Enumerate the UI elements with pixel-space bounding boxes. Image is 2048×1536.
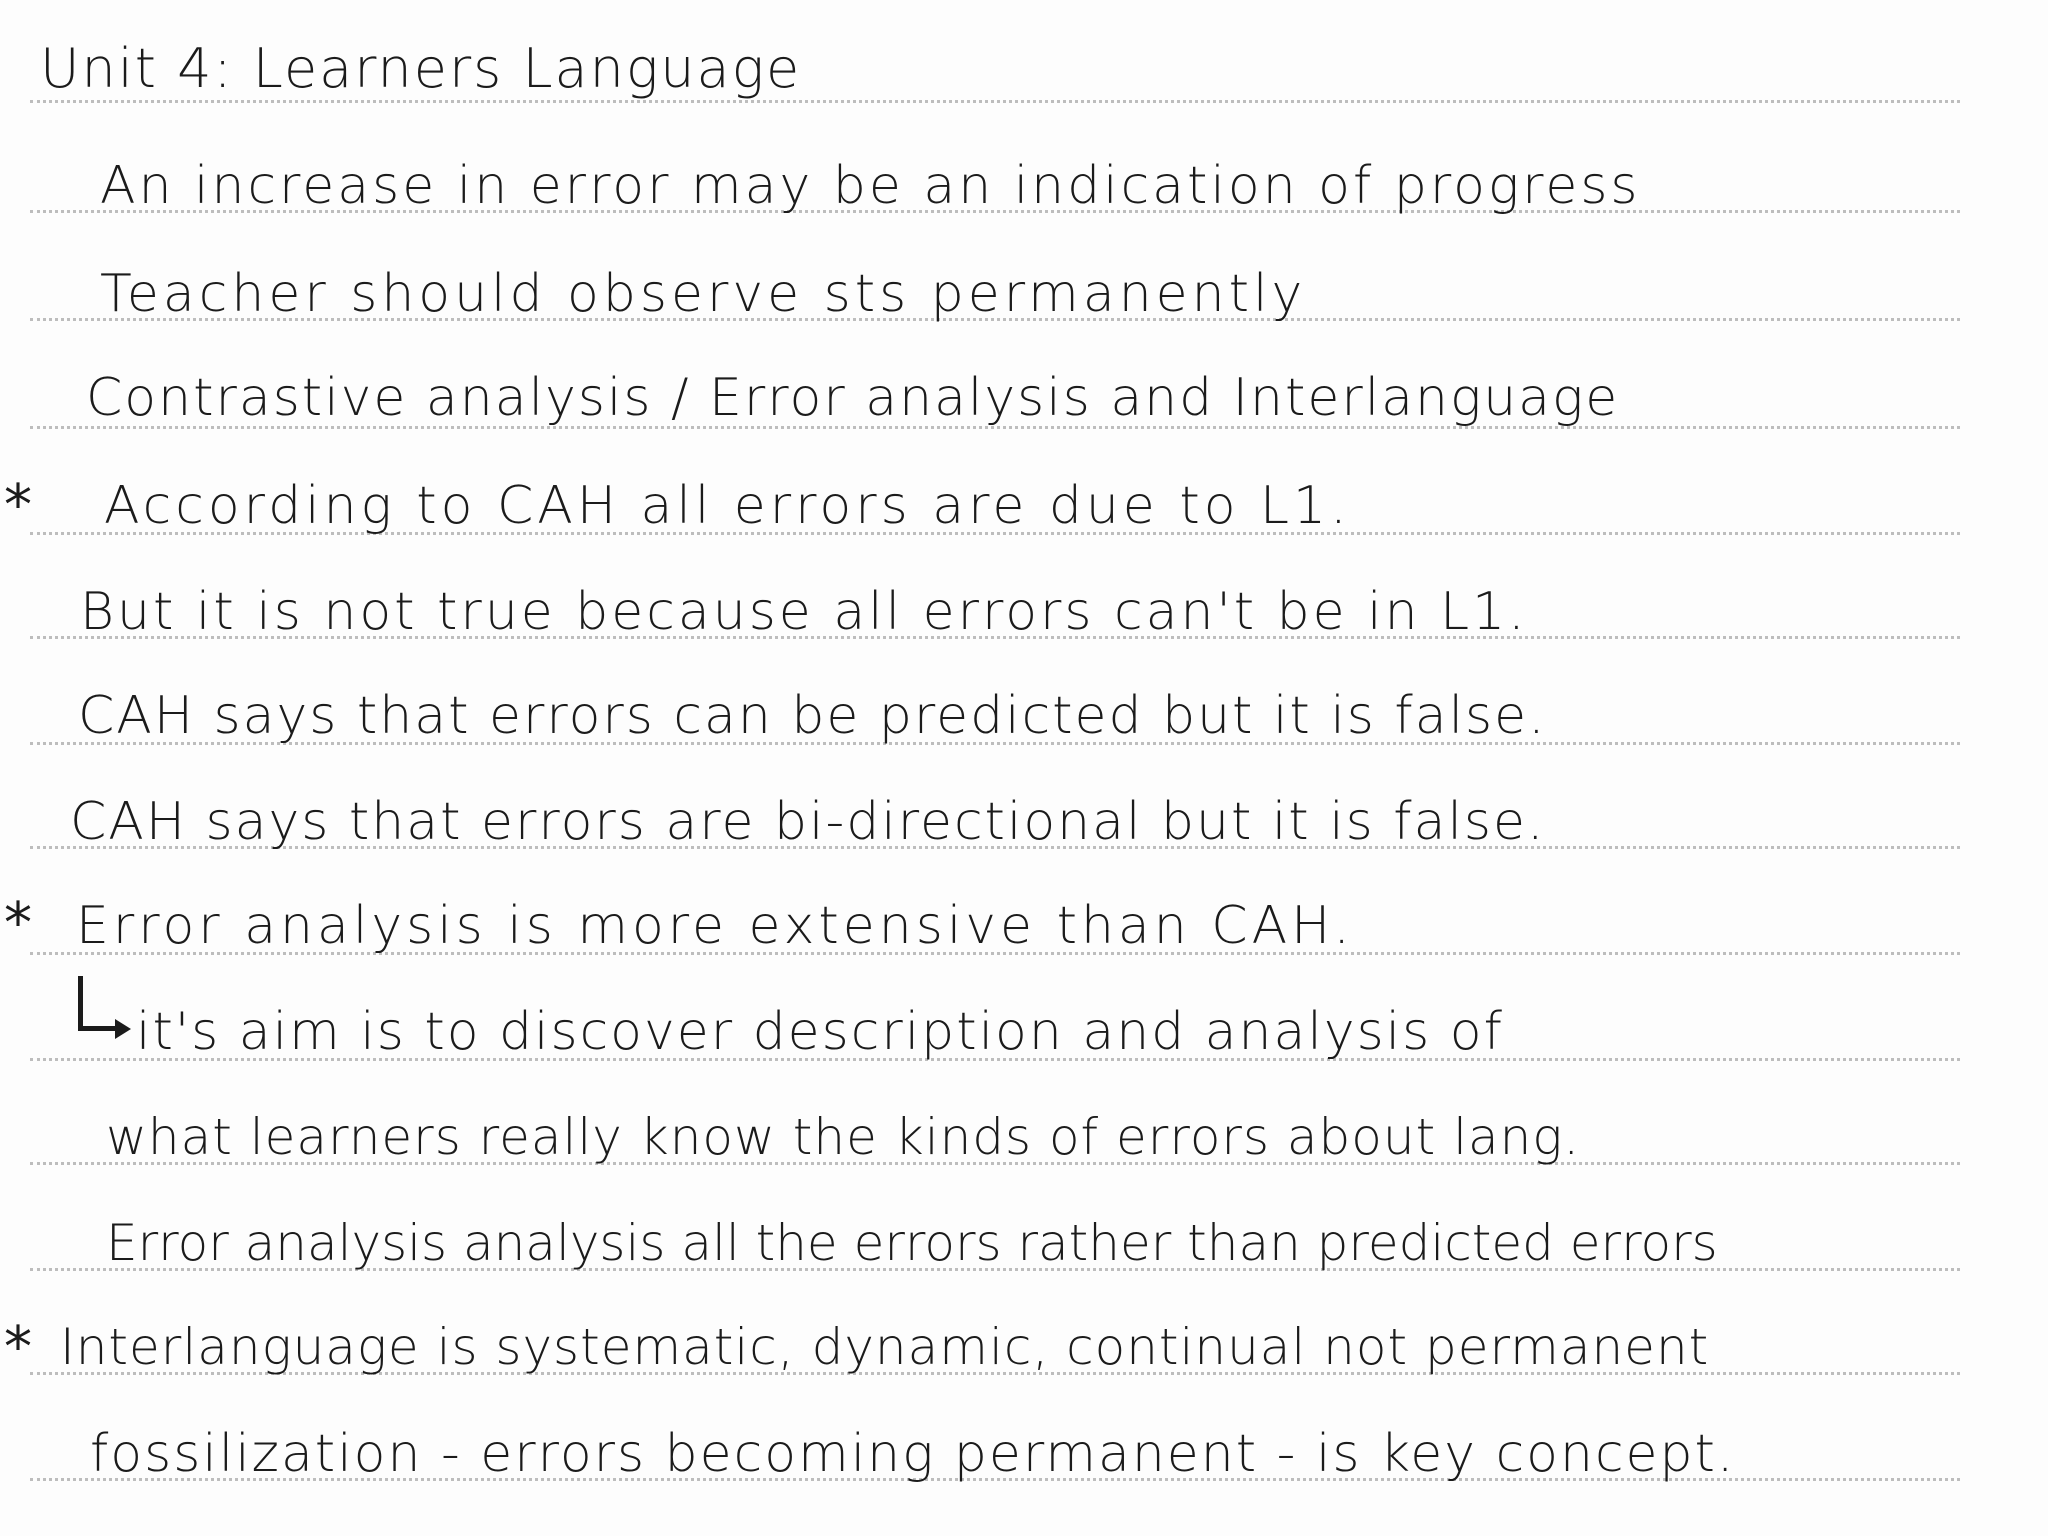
bullet-star-icon: * <box>4 1315 32 1380</box>
note-line: Error analysis is more extensive than CAH. <box>76 896 1354 956</box>
note-line: Interlanguage is systematic, dynamic, continual not permanent <box>60 1318 1710 1376</box>
bullet-star-icon: * <box>4 891 32 956</box>
note-line: But it is not true because all errors can't be in L1. <box>80 582 1528 642</box>
note-line: it's aim is to discover description and analysis of <box>136 1002 1504 1062</box>
page-title: Unit 4: Learners Language <box>40 37 802 100</box>
note-line: An increase in error may be an indication of progress <box>100 156 1641 216</box>
bullet-star-icon: * <box>4 473 32 538</box>
note-line: CAH says that errors are bi-directional but it is false. <box>70 792 1546 852</box>
note-line: According to CAH all errors are due to L1. <box>104 476 1351 536</box>
note-line: Error analysis analysis all the errors rather than predicted errors <box>106 1214 1718 1272</box>
sub-point-arrow-icon <box>78 976 117 1031</box>
note-line: fossilization - errors becoming permanent - is key concept. <box>90 1424 1736 1484</box>
note-line: what learners really know the kinds of errors about lang. <box>106 1108 1581 1166</box>
ruled-line <box>30 100 1960 103</box>
note-line: Teacher should observe sts permanently <box>100 264 1307 324</box>
note-line: CAH says that errors can be predicted but it is false. <box>78 686 1547 746</box>
note-line: Contrastive analysis / Error analysis and Interlanguage <box>86 368 1620 428</box>
